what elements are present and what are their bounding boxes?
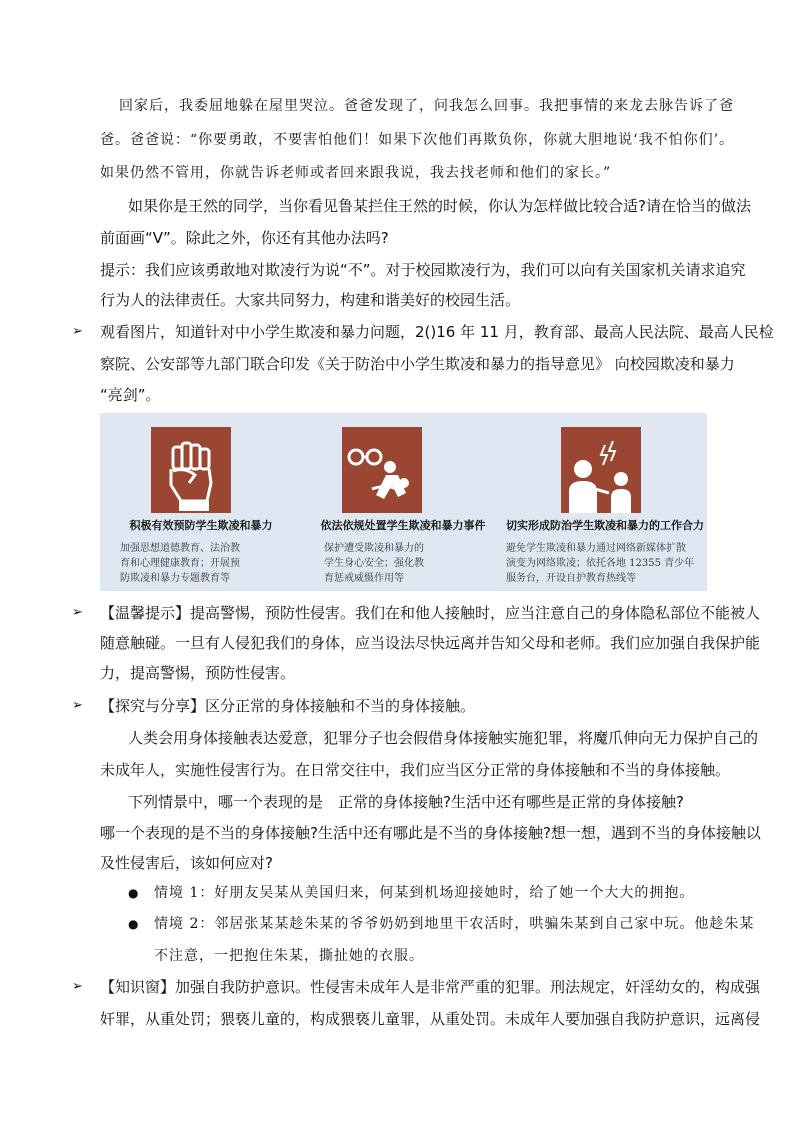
dot-bullet-scenario-2: ● [128, 917, 139, 931]
observe-line-2: 察院、公安部等九部门联合印发《关于防治中小学生欺凌和暴力的指导意见》 向校园欺凌和暴力 [100, 355, 735, 373]
observe-line-3: “亮剑”。 [100, 386, 161, 404]
scenario-2-line-2: 不注意，一把抱住朱某，撕扯她的衣服。 [154, 948, 424, 964]
scenario-2-line-1: 情境 2：邻居张某某趁朱某的爷爷奶奶到地里干农活时，哄骗朱某到自己家中玩。他趁朱某 [154, 916, 755, 932]
infographic-panel-cooperation [504, 413, 706, 591]
warm-tip-line-3: 力，提高警惕，预防性侵害。 [100, 664, 296, 682]
panel-title: 积极有效预防学生欺凌和暴力 [129, 519, 273, 532]
infographic-panel-prevention [100, 413, 302, 591]
story-line-1: 回家后，我委屈地躲在屋里哭泣。爸爸发现了，问我怎么回事。我把事情的来龙去脉告诉了爸 [119, 98, 734, 114]
explore-heading: 【探究与分享】区分正常的身体接触和不当的身体接触。 [100, 697, 476, 715]
dot-bullet-scenario-1: ● [128, 886, 139, 900]
story-line-3: 如果仍然不管用，你就告诉老师或者回来跟我说，我去找老师和他们的家长。” [100, 165, 612, 181]
arrow-bullet-knowledge: ➢ [72, 979, 83, 994]
arrow-bullet-warm-tip: ➢ [72, 605, 83, 620]
arrow-bullet-observe: ➢ [72, 324, 83, 339]
warm-tip-line-2: 随意触碰。一旦有人侵犯我们的身体，应当设法尽快远离并告知父母和老师。我们应加强自我保护能 [100, 634, 761, 652]
network-bullying-icon [561, 427, 641, 513]
question-line-2: 前面画“V”。除此之外，你还有其他办法吗? [100, 229, 389, 247]
panel-body-line: 防欺凌和暴力专题教育等 [120, 573, 230, 584]
panel-body-line: 保护遭受欺凌和暴力的 [324, 543, 424, 554]
question-line-1: 如果你是王然的同学，当你看见鲁某拦住王然的时候，你认为怎样做比较合适?请在恰当的做法 [128, 197, 751, 215]
explore-p1-line-2: 未成年人，实施性侵害行为。在日常交往中，我们应当区分正常的身体接触和不当的身体接触。 [100, 761, 731, 779]
panel-title: 切实形成防治学生欺凌和暴力的工作合力 [506, 519, 704, 532]
panel-body-line: 演变为网络欺凌；依托各地 12355 青少年 [506, 558, 695, 569]
panel-body [324, 541, 424, 586]
panel-body-line: 育惩戒威慑作用等 [324, 573, 404, 584]
hint-line-1: 提示：我们应该勇敢地对欺凌行为说“不”。对于校园欺凌行为，我们可以向有关国家机关请求追究 [100, 261, 746, 279]
raised-fist-icon [151, 427, 231, 513]
scenario-1: 情境 1：好朋友吴某从美国归来，何某到机场迎接她时，给了她一个大大的拥抱。 [154, 885, 695, 901]
observe-line-1: 观看图片，知道针对中小学生欺凌和暴力问题，2()16 年 11 月，教育部、最高人民法院、最高人民检 [100, 323, 774, 341]
explore-p2-line-1: 下列情景中，哪一个表现的是 正常的身体接触?生活中还有哪些是正常的身体接触? [128, 793, 684, 811]
infographic [100, 413, 707, 591]
arrow-bullet-explore: ➢ [72, 698, 83, 713]
warm-tip-line-1: 【温馨提示】提高警惕，预防性侵害。我们在和他人接触时，应当注意自己的身体隐私部位不能被人 [100, 604, 761, 622]
explore-p1-line-1: 人类会用身体接触表达爱意，犯罪分子也会假借身体接触实施犯罪，将魔爪伸向无力保护自己的 [128, 729, 759, 747]
story-line-2: 爸。爸爸说：“你要勇敢，不要害怕他们！如果下次他们再欺负你，你就大胆地说‘我不怕你们’。 [100, 132, 735, 148]
panel-body-line: 学生身心安全；强化教 [324, 558, 424, 569]
panel-body-line: 避免学生欺凌和暴力通过网络新媒体扩散 [506, 543, 686, 554]
panel-body [120, 541, 240, 586]
explore-p2-line-2: 哪一个表现的是不当的身体接触?生活中还有哪此是不当的身体接触?想一想，遇到不当的身体接触以 [100, 824, 761, 842]
panel-body [506, 541, 694, 586]
panel-body-line: 育和心理健康教育；开展预 [120, 558, 240, 569]
hint-line-2: 行为人的法律责任。大家共同努力，构建和谐美好的校园生活。 [100, 291, 521, 309]
knowledge-line-1: 【知识窗】加强自我防护意识。性侵害未成年人是非常严重的犯罪。刑法规定，奸淫幼女的，构成强 [100, 978, 761, 996]
infographic-panel-handling [302, 413, 504, 591]
handcuffs-struggle-icon [342, 427, 422, 513]
panel-title: 依法依规处置学生欺凌和暴力事件 [320, 519, 486, 532]
panel-body-line: 加强思想道德教育、法治教 [120, 543, 240, 554]
knowledge-line-2: 奸罪，从重处罚；猥亵儿童的，构成猥亵儿童罪，从重处罚。未成年人要加强自我防护意识，远离侵 [100, 1010, 761, 1028]
explore-p2-line-3: 及性侵害后，该如何应对? [100, 854, 273, 872]
panel-body-line: 服务台，开设自护教育热线等 [506, 573, 636, 584]
